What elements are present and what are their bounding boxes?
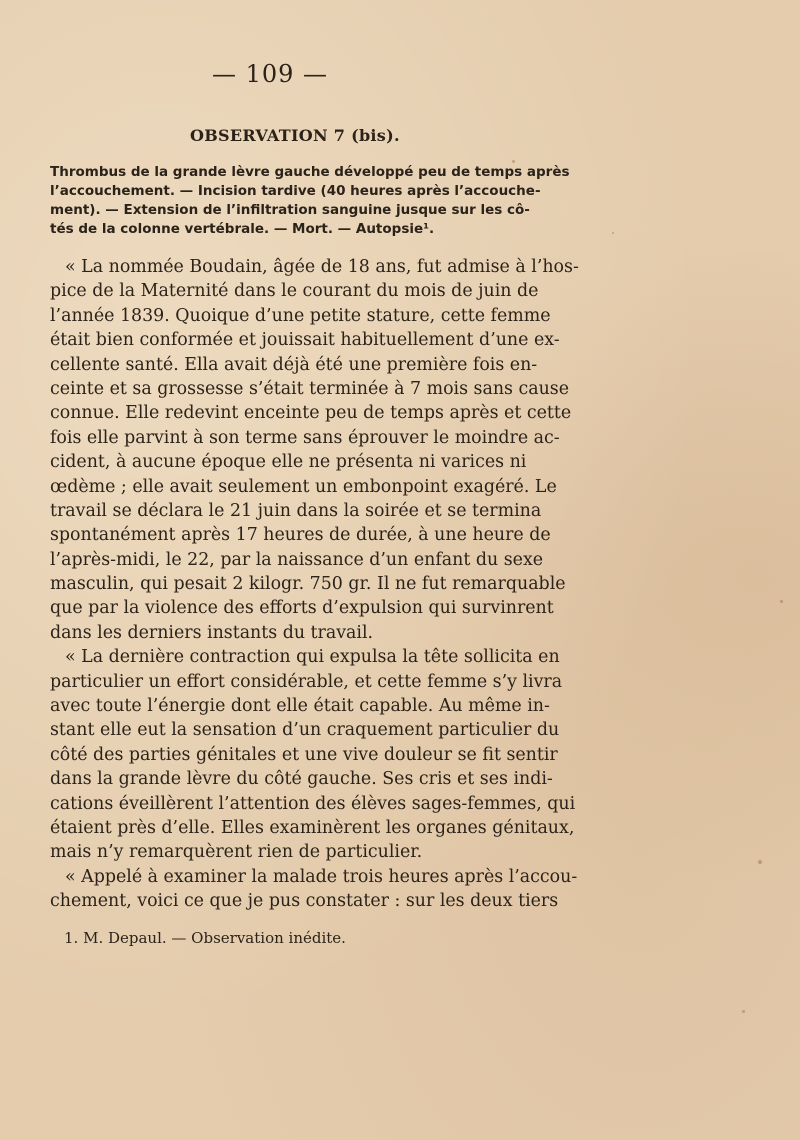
footnote: 1. M. Depaul. — Observation inédite.	[64, 929, 346, 947]
body-line: que par la violence des efforts d’expulsion qui survinrent	[50, 598, 554, 619]
summary-line: l’accouchement. — Incision tardive (40 heures après l’accouche-	[50, 183, 541, 199]
body-line: dans la grande lèvre du côté gauche. Ses cris et ses indi-	[50, 769, 553, 790]
body-line: particulier un effort considérable, et cette femme s’y livra	[50, 671, 563, 692]
body-line: cident, à aucune époque elle ne présenta ni varices ni	[50, 452, 527, 473]
observation-summary	[50, 163, 570, 239]
body-line: chement, voici ce que je pus constater : sur les deux tiers	[50, 891, 559, 912]
body-line: avec toute l’énergie dont elle était capable. Au même in-	[50, 696, 550, 717]
body-line: stant elle eut la sensation d’un craquement particulier du	[50, 720, 560, 741]
body-line: cellente santé. Ella avait déjà été une première fois en-	[50, 354, 538, 375]
body-line: fois elle parvint à son terme sans éprouver le moindre ac-	[50, 427, 560, 448]
summary-line: tés de la colonne vertébrale. — Mort. — Autopsie¹.	[50, 221, 435, 237]
summary-line: Thrombus de la grande lèvre gauche développé peu de temps après	[50, 164, 570, 180]
body-line: mais n’y remarquèrent rien de particulier.	[50, 842, 423, 863]
summary-line: ment). — Extension de l’infiltration sanguine jusque sur les cô-	[50, 202, 530, 218]
body-line: travail se déclara le 21 juin dans la soirée et se termina	[50, 500, 542, 521]
paper-speck	[780, 600, 783, 603]
body-line: spontanément après 17 heures de durée, à une heure de	[50, 525, 551, 546]
body-line: pice de la Maternité dans le courant du mois de juin de	[50, 281, 539, 302]
section-title: OBSERVATION 7 (bis).	[190, 126, 400, 145]
body-line: l’année 1839. Quoique d’une petite stature, cette femme	[50, 305, 551, 326]
body-line: l’après-midi, le 22, par la naissance d’un enfant du sexe	[50, 549, 544, 570]
body-text	[50, 255, 579, 914]
body-line: masculin, qui pesait 2 kilogr. 750 gr. Il ne fut remarquable	[50, 574, 566, 595]
body-line: dans les derniers instants du travail.	[50, 622, 374, 643]
body-line: « La nommée Boudain, âgée de 18 ans, fut admise à l’hos-	[65, 257, 579, 277]
body-line: était bien conformée et jouissait habituellement d’une ex-	[50, 330, 560, 351]
paper-speck	[512, 160, 515, 163]
body-line: « La dernière contraction qui expulsa la tête sollicita en	[65, 647, 560, 668]
body-line: ceinte et sa grossesse s’était terminée à 7 mois sans cause	[50, 378, 570, 399]
paper-speck	[612, 232, 614, 234]
body-line: cations éveillèrent l’attention des élèves sages-femmes, qui	[50, 793, 576, 814]
body-line: étaient près d’elle. Elles examinèrent les organes génitaux,	[50, 817, 575, 838]
body-line: œdème ; elle avait seulement un embonpoint exagéré. Le	[50, 476, 557, 497]
body-line: côté des parties génitales et une vive douleur se fit sentir	[50, 744, 558, 765]
body-line: connue. Elle redevint enceinte peu de temps après et cette	[50, 403, 572, 424]
paper-speck	[742, 1010, 745, 1013]
page-number: — 109 —	[211, 60, 329, 88]
paper-speck	[758, 860, 762, 864]
body-line: « Appelé à examiner la malade trois heures après l’accou-	[65, 866, 578, 887]
